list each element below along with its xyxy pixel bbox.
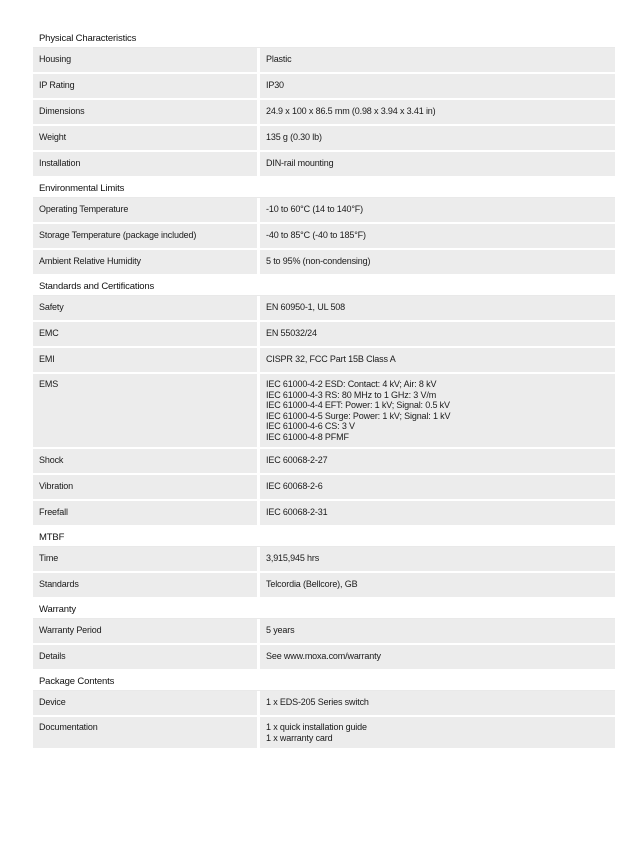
section-title: Standards and Certifications [33, 278, 615, 296]
spec-value [260, 322, 615, 346]
spec-value-line: IEC 61000-4-3 RS: 80 MHz to 1 GHz: 3 V/m [266, 389, 437, 400]
spec-label: Standards [33, 573, 260, 597]
spec-row [33, 74, 615, 100]
spec-value-line: Plastic [266, 54, 292, 64]
spec-row [33, 449, 615, 475]
spec-value-line: IP30 [266, 80, 284, 90]
spec-value [260, 691, 615, 715]
spec-value [260, 100, 615, 124]
spec-value-line: IEC 61000-4-8 PFMF [266, 431, 349, 442]
spec-row [33, 100, 615, 126]
section-title: Warranty [33, 601, 615, 619]
spec-value [260, 573, 615, 597]
spec-label: Shock [33, 449, 260, 473]
spec-label: Storage Temperature (package included) [33, 224, 260, 248]
spec-label: EMI [33, 348, 260, 372]
spec-label: EMC [33, 322, 260, 346]
spec-value-line: See www.moxa.com/warranty [266, 651, 381, 661]
spec-value-line: CISPR 32, FCC Part 15B Class A [266, 354, 396, 364]
spec-value [260, 348, 615, 372]
spec-label: Ambient Relative Humidity [33, 250, 260, 274]
spec-row [33, 475, 615, 501]
spec-value-line: IEC 60068-2-27 [266, 455, 328, 465]
spec-row [33, 198, 615, 224]
spec-value-line: -10 to 60°C (14 to 140°F) [266, 204, 363, 214]
spec-label: IP Rating [33, 74, 260, 98]
specifications-table [33, 30, 615, 752]
spec-value-line: IEC 61000-4-4 EFT: Power: 1 kV; Signal: 0.5 kV [266, 400, 450, 410]
spec-row [33, 152, 615, 178]
spec-row [33, 224, 615, 250]
section-title: MTBF [33, 529, 615, 547]
spec-value [260, 449, 615, 473]
spec-value-line: Telcordia (Bellcore), GB [266, 579, 358, 589]
spec-label: Installation [33, 152, 260, 176]
spec-value [260, 547, 615, 571]
spec-value-line: DIN-rail mounting [266, 158, 334, 168]
spec-value-line: IEC 60068-2-6 [266, 481, 323, 491]
spec-label: Weight [33, 126, 260, 150]
spec-row [33, 691, 615, 717]
spec-label: Warranty Period [33, 619, 260, 643]
spec-row [33, 250, 615, 276]
spec-value [260, 198, 615, 222]
spec-label: Details [33, 645, 260, 669]
spec-row [33, 48, 615, 74]
spec-label: Device [33, 691, 260, 715]
spec-row [33, 348, 615, 374]
spec-value [260, 619, 615, 643]
spec-row [33, 717, 615, 750]
spec-value [260, 126, 615, 150]
spec-value [260, 74, 615, 98]
spec-value [260, 475, 615, 499]
spec-row [33, 573, 615, 599]
spec-value-line: 1 x quick installation guide [266, 722, 367, 732]
spec-label: EMS [33, 374, 260, 447]
spec-row [33, 374, 615, 449]
spec-value-line: 5 years [266, 625, 295, 635]
spec-value [260, 224, 615, 248]
spec-value-line: IEC 61000-4-5 Surge: Power: 1 kV; Signal: 1 kV [266, 410, 451, 421]
spec-label: Documentation [33, 717, 260, 748]
spec-value-line: -40 to 85°C (-40 to 185°F) [266, 230, 366, 240]
spec-value [260, 717, 615, 748]
spec-row [33, 619, 615, 645]
spec-row [33, 322, 615, 348]
section-gap [33, 750, 615, 752]
spec-value-line: 24.9 x 100 x 86.5 mm (0.98 x 3.94 x 3.41 in) [266, 106, 436, 116]
spec-value-line: 3,915,945 hrs [266, 553, 320, 563]
spec-value [260, 152, 615, 176]
spec-row [33, 501, 615, 527]
spec-value [260, 501, 615, 525]
spec-label: Operating Temperature [33, 198, 260, 222]
spec-value [260, 645, 615, 669]
spec-value-line: 1 x EDS-205 Series switch [266, 697, 369, 707]
spec-value [260, 250, 615, 274]
spec-label: Vibration [33, 475, 260, 499]
spec-value-line: 135 g (0.30 lb) [266, 132, 322, 142]
spec-value-line: IEC 61000-4-2 ESD: Contact: 4 kV; Air: 8 kV [266, 379, 437, 389]
spec-value-line: IEC 61000-4-6 CS: 3 V [266, 421, 355, 431]
spec-label: Housing [33, 48, 260, 72]
spec-label: Safety [33, 296, 260, 320]
spec-value [260, 374, 615, 447]
spec-label: Freefall [33, 501, 260, 525]
spec-row [33, 126, 615, 152]
spec-value [260, 296, 615, 320]
spec-value [260, 48, 615, 72]
spec-row [33, 645, 615, 671]
spec-row [33, 296, 615, 322]
spec-value-line: EN 60950-1, UL 508 [266, 302, 346, 312]
spec-label: Time [33, 547, 260, 571]
spec-value-line: 5 to 95% (non-condensing) [266, 256, 371, 266]
section-title: Package Contents [33, 673, 615, 691]
spec-value-line: EN 55032/24 [266, 328, 317, 338]
spec-value-line: 1 x warranty card [266, 732, 333, 743]
spec-row [33, 547, 615, 573]
spec-label: Dimensions [33, 100, 260, 124]
section-title: Physical Characteristics [33, 30, 615, 48]
spec-value-line: IEC 60068-2-31 [266, 507, 328, 517]
section-title: Environmental Limits [33, 180, 615, 198]
